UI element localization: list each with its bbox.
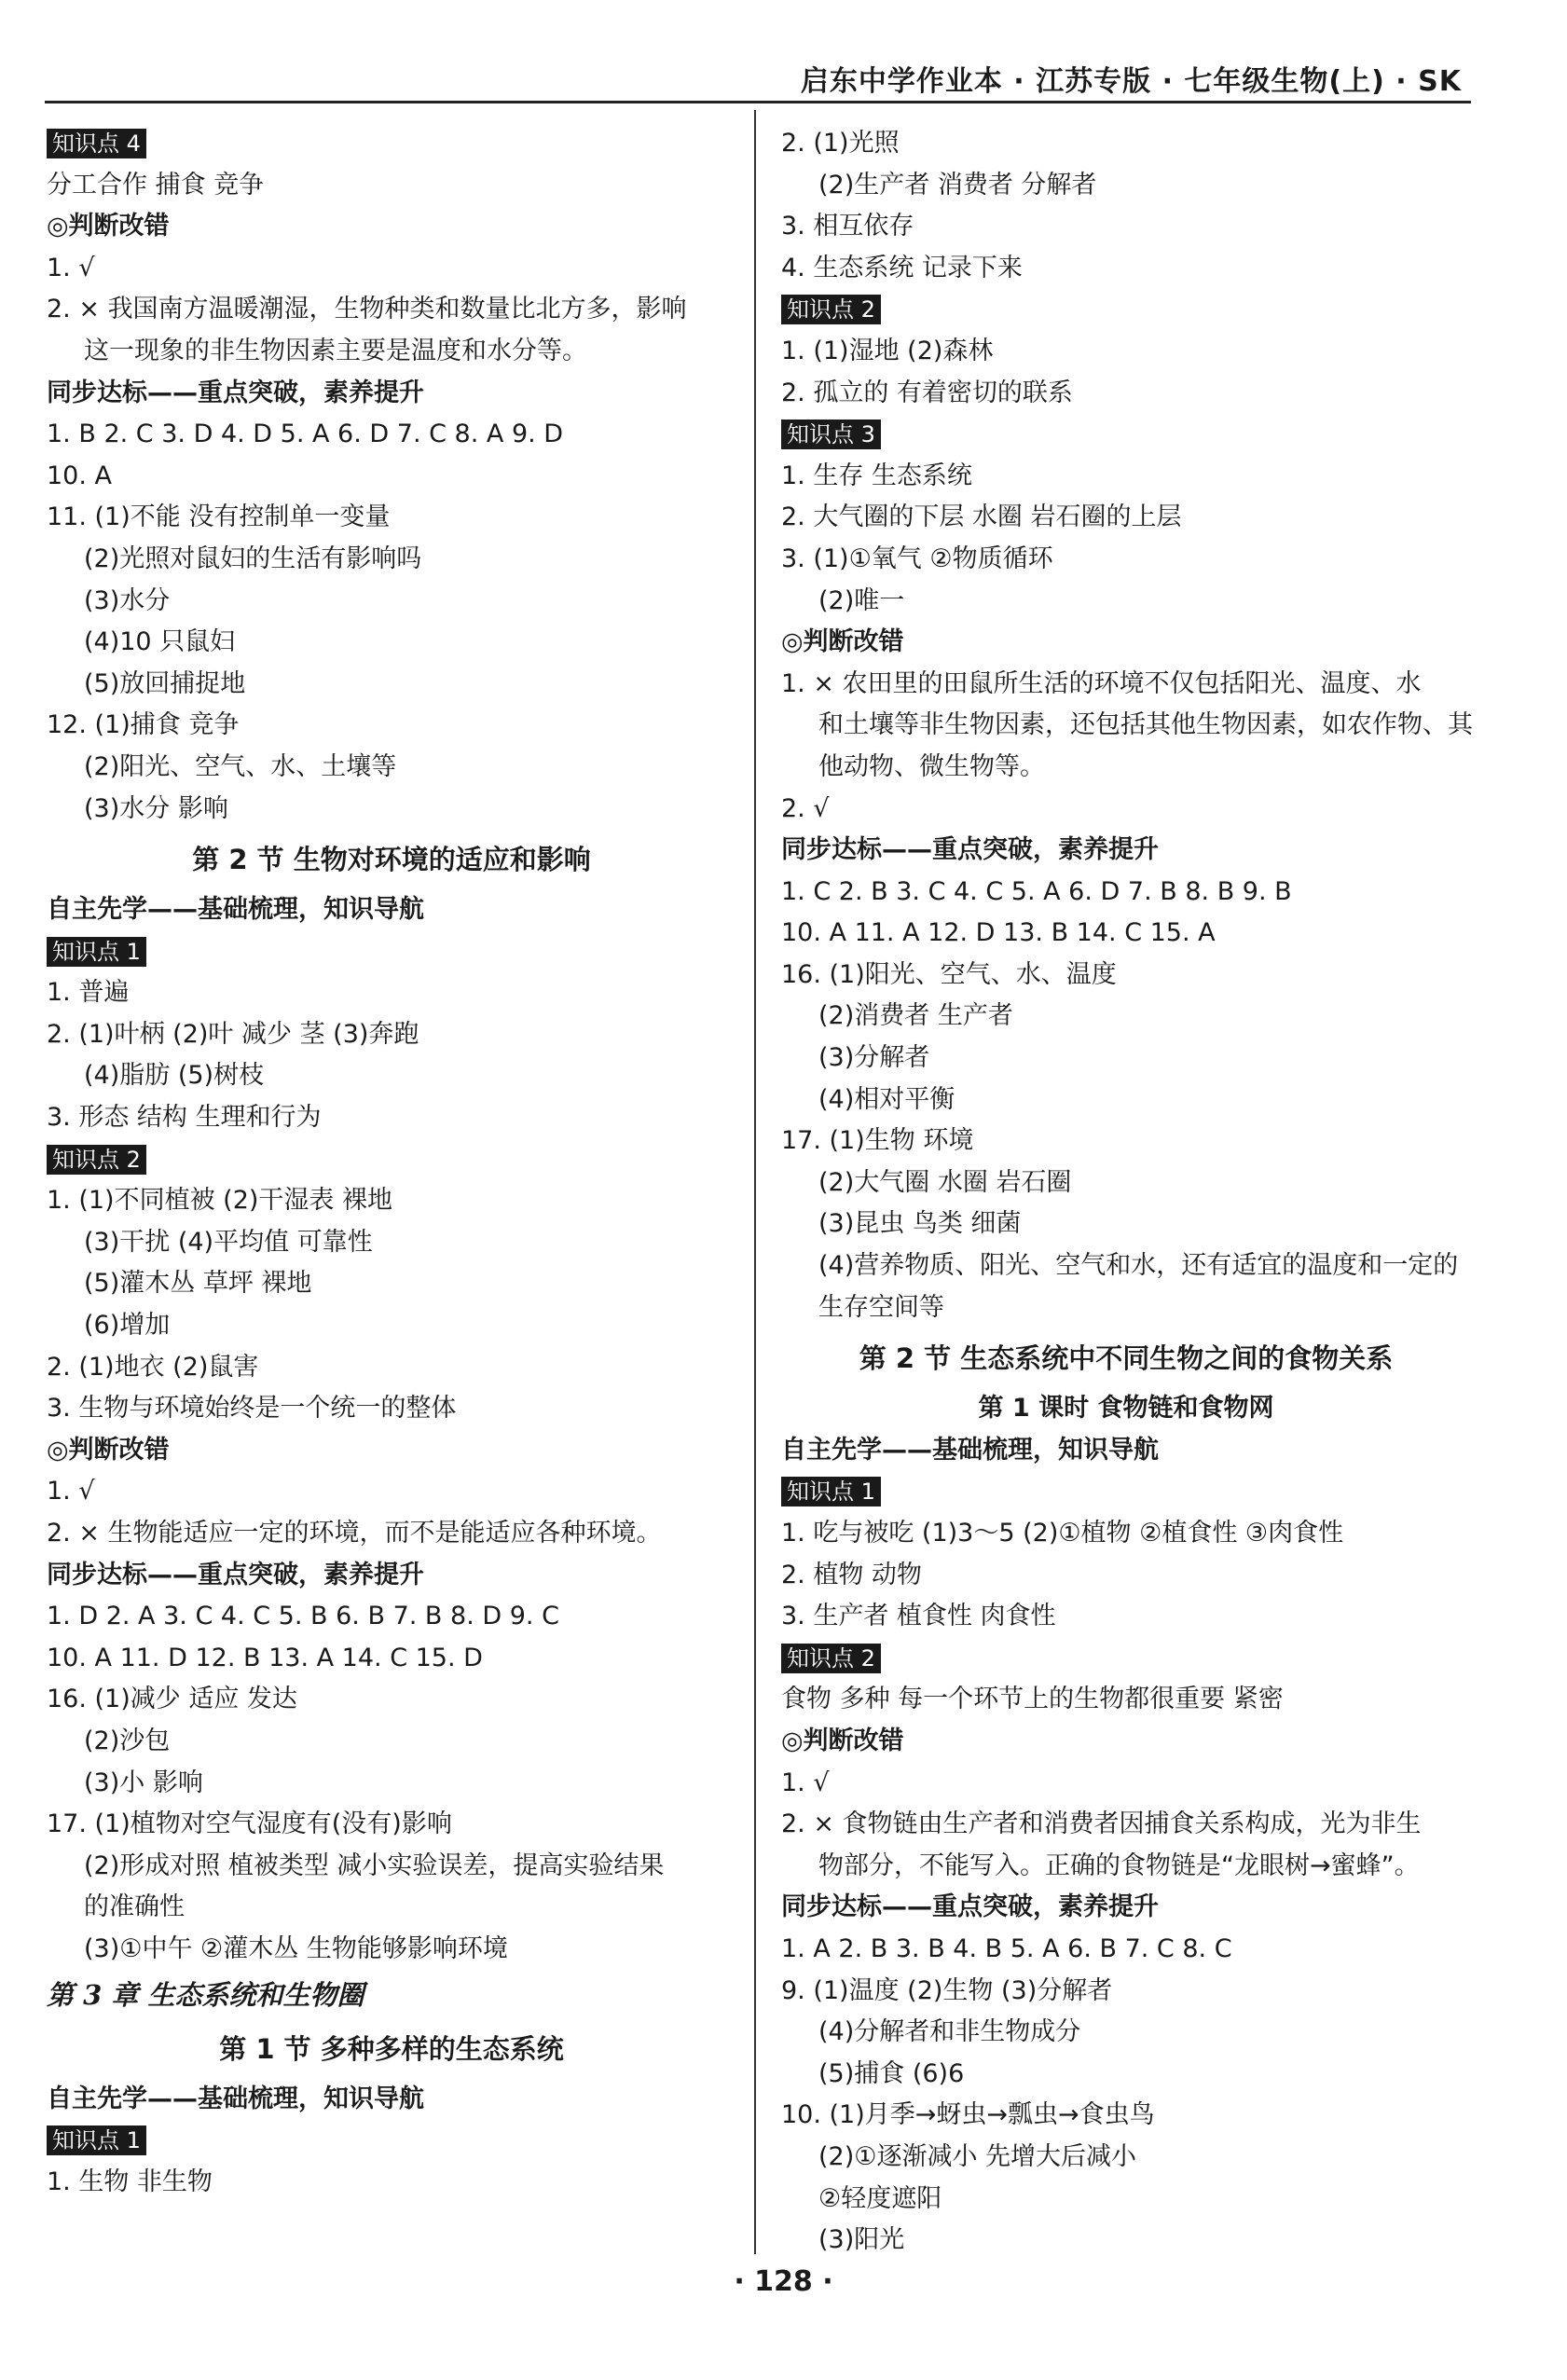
answer-line: 9. (1)温度 (2)生物 (3)分解者: [781, 1975, 1113, 2005]
answer-line: 食物 多种 每一个环节上的生物都很重要 紧密: [781, 1685, 1284, 1714]
answer-line-indented: (3)阳光: [818, 2225, 905, 2255]
knowledge-point-tag: 知识点 1: [47, 2125, 146, 2155]
answer-line: 1. D 2. A 3. C 4. C 5. B 6. B 7. B 8. D 9. C: [47, 1602, 559, 1631]
answer-line: 10. A 11. A 12. D 13. B 14. C 15. A: [781, 918, 1216, 948]
answer-line-indented: 这一现象的非生物因素主要是温度和水分等。: [84, 336, 587, 365]
answer-line-indented: (2)大气圈 水圈 岩石圈: [818, 1167, 1072, 1197]
knowledge-point-tag: 知识点 2: [47, 1145, 146, 1175]
answer-line-indented: (2)生产者 消费者 分解者: [818, 170, 1097, 199]
answer-line: 2. × 食物链由生产者和消费者因捕食关系构成，光为非生: [781, 1809, 1422, 1839]
header-title: 启东中学作业本 · 江苏专版 · 七年级生物(上) · SK: [800, 65, 1462, 98]
subsection-heading: ◎判断改错: [781, 627, 904, 657]
answer-line: 2. 大气圈的下层 水圈 岩石圈的上层: [781, 502, 1182, 532]
answer-line-indented: (3)分解者: [818, 1043, 930, 1073]
knowledge-point-tag: 知识点 4: [47, 129, 146, 158]
answer-line: 3. 相互依存: [781, 212, 914, 241]
section-title: 第 2 节 生态系统中不同生物之间的食物关系: [859, 1342, 1394, 1375]
answer-line-indented: 和土壤等非生物因素，还包括其他生物因素，如农作物、其: [818, 710, 1473, 740]
answer-line-indented: 的准确性: [84, 1892, 185, 1922]
answer-line: 1. (1)不同植被 (2)干湿表 裸地: [47, 1186, 392, 1216]
answer-line-indented: 生存空间等: [818, 1292, 944, 1322]
section-title: 第 2 节 生物对环境的适应和影响: [192, 844, 591, 876]
knowledge-point-label: [47, 931, 736, 973]
answer-line: 2. (1)叶柄 (2)叶 减少 茎 (3)奔跑: [47, 1019, 419, 1049]
subsection-heading: 同步达标——重点突破，素养提升: [47, 378, 424, 407]
subsection-heading: 同步达标——重点突破，素养提升: [781, 835, 1159, 865]
answer-line: 1. C 2. B 3. C 4. C 5. A 6. D 7. B 8. B 9. B: [781, 876, 1292, 906]
knowledge-point-tag: 知识点 1: [47, 937, 146, 967]
answer-line: 1. 普遍: [47, 978, 130, 1008]
answer-line-indented: (2)消费者 生产者: [818, 1001, 1013, 1031]
answer-line: 10. (1)月季→蚜虫→瓢虫→食虫鸟: [781, 2100, 1155, 2130]
answer-line-indented: (2)唯一: [818, 585, 905, 615]
answer-line: 1. 吃与被吃 (1)3～5 (2)①植物 ②植食性 ③肉食性: [781, 1519, 1344, 1548]
answer-line: 1. A 2. B 3. B 4. B 5. A 6. B 7. C 8. C: [781, 1933, 1232, 1963]
answer-line-indented: (3)小 影响: [84, 1768, 203, 1797]
chapter-title: 第 3 章 生态系统和生物圈: [47, 1978, 364, 2011]
answer-line: 1. B 2. C 3. D 4. D 5. A 6. D 7. C 8. A 9. D: [47, 420, 564, 449]
answer-line-indented: (3)昆虫 鸟类 细菌: [818, 1209, 1022, 1239]
knowledge-point-label: [781, 1471, 1471, 1513]
subsection-heading: ◎判断改错: [47, 1435, 170, 1465]
answer-line: 2. 孤立的 有着密切的联系: [781, 378, 1073, 407]
answer-line-indented: 物部分，不能写入。正确的食物链是“龙眼树→蜜蜂”。: [818, 1850, 1420, 1880]
answer-line: 分工合作 捕食 竞争: [47, 170, 265, 199]
knowledge-point-label: [781, 414, 1471, 456]
knowledge-point-label: [781, 289, 1471, 331]
subsection-heading: ◎判断改错: [47, 212, 170, 241]
subsection-heading: 自主先学——基础梳理，知识导航: [47, 2084, 424, 2113]
answer-line: 16. (1)阳光、空气、水、温度: [781, 959, 1117, 989]
answer-line-indented: (4)脂肪 (5)树枝: [84, 1061, 265, 1091]
answer-line: 2. 植物 动物: [781, 1560, 922, 1589]
page-header: [45, 54, 1471, 103]
answer-line: 16. (1)减少 适应 发达: [47, 1685, 297, 1714]
knowledge-point-tag: 知识点 3: [781, 420, 881, 449]
knowledge-point-tag: 知识点 2: [781, 1644, 881, 1673]
answer-line-indented: (3)干扰 (4)平均值 可靠性: [84, 1227, 373, 1257]
answer-line-indented: (4)分解者和非生物成分: [818, 2017, 1081, 2047]
answer-line: 3. 生产者 植食性 肉食性: [781, 1602, 1056, 1631]
answer-line: 4. 生态系统 记录下来: [781, 253, 1023, 282]
answer-line-indented: (4)10 只鼠妇: [84, 627, 236, 657]
right-column: [781, 123, 1471, 2262]
knowledge-point-tag: 知识点 1: [781, 1477, 881, 1506]
answer-line-indented: (3)水分: [84, 585, 171, 615]
answer-line: 10. A 11. D 12. B 13. A 14. C 15. D: [47, 1643, 483, 1672]
answer-line-indented: (5)捕食 (6)6: [818, 2058, 965, 2088]
answer-line: 17. (1)生物 环境: [781, 1126, 974, 1156]
answer-line-indented: (2)①逐渐减小 先增大后减小: [818, 2141, 1137, 2171]
answer-line: 11. (1)不能 没有控制单一变量: [47, 502, 391, 532]
answer-line-indented: (3)水分 影响: [84, 793, 228, 823]
answer-line-indented: (4)相对平衡: [818, 1084, 955, 1114]
answer-line-indented: (4)营养物质、阳光、空气和水，还有适宜的温度和一定的: [818, 1251, 1459, 1281]
answer-line-indented: (5)放回捕捉地: [84, 668, 246, 698]
knowledge-point-label: [47, 123, 736, 165]
answer-line: 1. 生存 生态系统: [781, 461, 972, 490]
subsection-heading: ◎判断改错: [781, 1726, 904, 1755]
subsection-heading: 同步达标——重点突破，素养提升: [47, 1560, 424, 1589]
knowledge-point-label: [47, 2120, 736, 2162]
answer-line: 1. √: [781, 1768, 830, 1797]
answer-line: 2. √: [781, 793, 830, 823]
answer-line-indented: 他动物、微生物等。: [818, 751, 1045, 781]
answer-line: 2. × 我国南方温暖潮湿，生物种类和数量比北方多，影响: [47, 295, 687, 324]
answer-line-indented: (2)光照对鼠妇的生活有影响吗: [84, 543, 422, 573]
column-divider: [754, 110, 756, 2254]
answer-line: 1. √: [47, 1477, 95, 1506]
answer-line: 2. × 生物能适应一定的环境，而不是能适应各种环境。: [47, 1519, 662, 1548]
answer-line: 12. (1)捕食 竞争: [47, 710, 240, 740]
answer-line: 1. (1)湿地 (2)森林: [781, 336, 994, 365]
answer-line: 2. (1)地衣 (2)鼠害: [47, 1352, 259, 1382]
answer-line: 3. 形态 结构 生理和行为: [47, 1103, 322, 1133]
answer-line-indented: (2)沙包: [84, 1726, 171, 1755]
answer-line: 1. × 农田里的田鼠所生活的环境不仅包括阳光、温度、水: [781, 668, 1422, 698]
knowledge-point-tag: 知识点 2: [781, 295, 881, 324]
answer-line-indented: (5)灌木丛 草坪 裸地: [84, 1269, 312, 1299]
section-title: 第 1 节 多种多样的生态系统: [219, 2032, 564, 2065]
knowledge-point-label: [781, 1638, 1471, 1680]
subsection-heading: 同步达标——重点突破，素养提升: [781, 1892, 1159, 1922]
answer-line: 2. (1)光照: [781, 129, 900, 158]
answer-line-indented: (6)增加: [84, 1311, 171, 1341]
answer-line-indented: ②轻度遮阳: [818, 2183, 942, 2213]
knowledge-point-label: [47, 1139, 736, 1181]
answer-line-indented: (2)形成对照 植被类型 减小实验误差，提高实验结果: [84, 1850, 665, 1880]
answer-line: 3. 生物与环境始终是一个统一的整体: [47, 1394, 457, 1424]
answer-line-indented: (3)①中午 ②灌木丛 生物能够影响环境: [84, 1933, 508, 1963]
answer-line: 1. 生物 非生物: [47, 2167, 213, 2196]
left-column: [47, 123, 736, 2203]
answer-line-indented: (2)阳光、空气、水、土壤等: [84, 751, 397, 781]
answer-line: 3. (1)①氧气 ②物质循环: [781, 543, 1053, 573]
subsection-heading: 自主先学——基础梳理，知识导航: [47, 895, 424, 925]
answer-line: 10. A: [47, 461, 112, 490]
page-number: · 128 ·: [734, 2265, 833, 2298]
answer-line: 17. (1)植物对空气湿度有(没有)影响: [47, 1809, 452, 1839]
subsection-heading: 自主先学——基础梳理，知识导航: [781, 1435, 1159, 1465]
answer-line: 1. √: [47, 253, 95, 282]
lesson-title: 第 1 课时 食物链和食物网: [978, 1394, 1274, 1424]
